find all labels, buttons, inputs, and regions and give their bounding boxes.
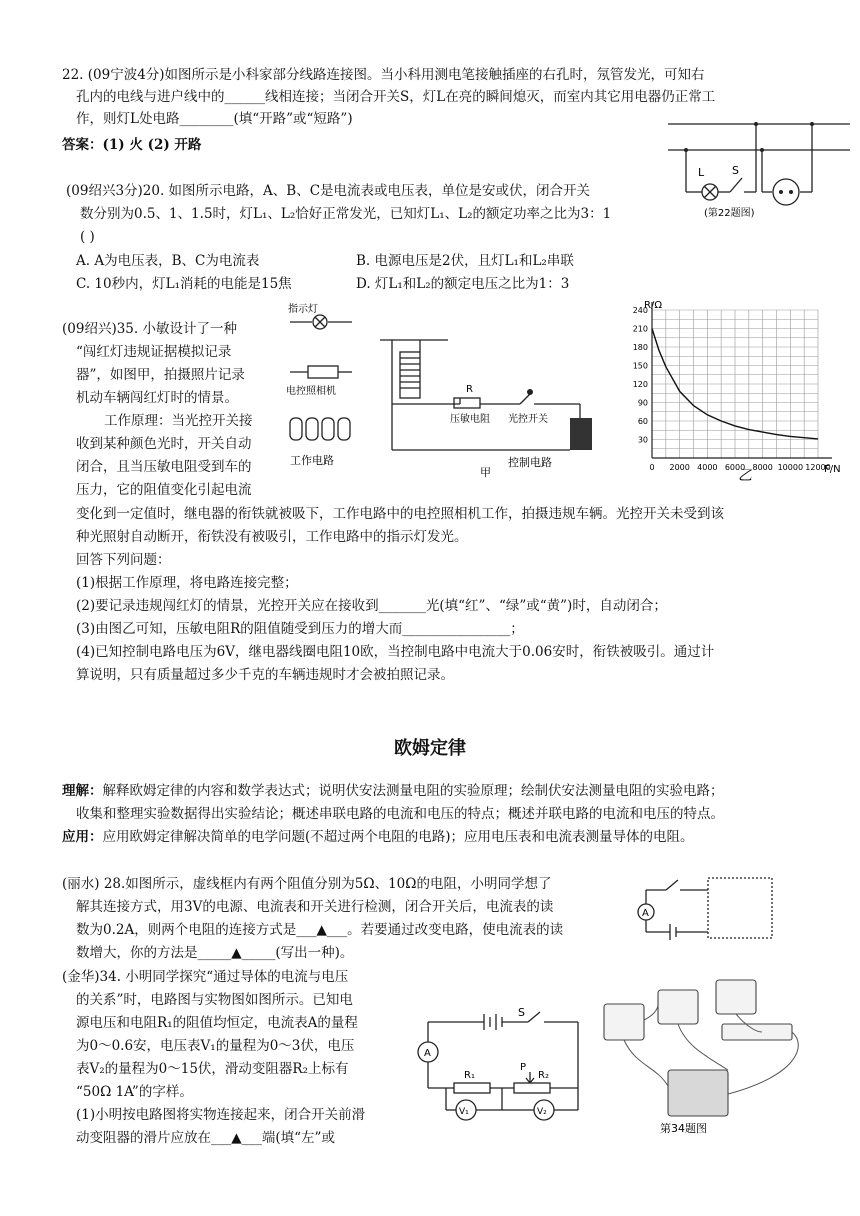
understand-line2: 收集和整理实验数据得出实验结论；概述串联电路的电流和电压的特点；概述并联电路的电流和电压的特点。 — [76, 806, 724, 822]
jia-piezo-label: 压敏电阻 — [450, 414, 490, 425]
chart-ylabel: R/Ω — [644, 300, 662, 311]
q34-line8: 动变阻器的滑片应放在___▲___端(填“左”或 — [76, 1130, 335, 1146]
q35-line1: (09绍兴)35. 小敏设计了一种 — [62, 321, 237, 337]
q34-fig-s: S — [518, 1006, 525, 1019]
q28-figure — [630, 872, 780, 942]
q34-line7: (1)小明按电路图将实物连接起来，闭合开关前滑 — [76, 1107, 366, 1123]
chart-y-tick-label: 90 — [637, 398, 648, 408]
q35-line2: “闯红灯违规证据模拟记录 — [76, 344, 232, 360]
q20-option-c: C. 10秒内，灯L₁消耗的电能是15焦 — [76, 276, 292, 292]
q35-line5: 工作原理：当光控开关接 — [104, 413, 253, 429]
q28-fig-ammeter: A — [642, 908, 649, 919]
chart-x-tick-label: 10000 — [777, 463, 804, 472]
q34-circuit — [410, 1000, 590, 1130]
chart-y-tick-label: 210 — [632, 324, 648, 334]
q35-sub1: (1)根据工作原理，将电路连接完整； — [76, 575, 298, 591]
chart-y-tick-label: 240 — [632, 306, 648, 315]
q28-line1: (丽水) 28.如图所示，虚线框内有两个阻值分别为5Ω、10Ω的电阻，小明同学想了 — [62, 876, 552, 892]
q28-line3: 数为0.2A，则两个电阻的连接方式是___▲___。若要通过改变电路，使电流表的读 — [76, 922, 564, 938]
q22-line3: 作，则灯L处电路________(填“开路”或“短路”) — [76, 111, 353, 127]
q34-fig-r2: R₂ — [538, 1070, 549, 1081]
q20-line1: (09绍兴3分)20. 如图所示电路，A、B、C是电流表或电压表，单位是安或伏，闭合开关 — [66, 183, 591, 199]
q22-answer: 答案：(1) 火 (2) 开路 — [62, 137, 202, 153]
chart-y-tick-label: 120 — [632, 380, 648, 389]
q34-line2: 的关系”时，电路图与实物图如图所示。已知电 — [76, 992, 353, 1008]
jia-work-circuit-label: 工作电路 — [290, 454, 334, 467]
q35-line6: 收到某种颜色光时，开关自动 — [76, 436, 252, 452]
q34-fig-v2: V₂ — [537, 1107, 547, 1117]
chart-x-tick-label: 4000 — [697, 463, 718, 472]
chart-x-tick-label: 12000 — [805, 463, 831, 472]
q20-option-b: B. 电源电压是2伏，且灯L₁和L₂串联 — [356, 253, 574, 269]
q34-fig-a: A — [424, 1048, 431, 1059]
q34-line4: 为0～0.6安，电压表V₁的量程为0～3伏，电压 — [76, 1038, 355, 1054]
q28-line4: 数增大，你的方法是_____▲_____(写出一种)。 — [76, 945, 354, 961]
chart-x-tick-label: 2000 — [669, 463, 690, 472]
q35-sub3: (3)由图乙可知，压敏电阻R的阻值随受到压力的增大而________________； — [76, 621, 524, 637]
chart-y-tick-label: 60 — [637, 417, 648, 426]
chart-caption: 乙 — [738, 468, 752, 484]
q34-fig-caption: 第34题图 — [660, 1122, 707, 1135]
q34-fig-v1: V₁ — [459, 1107, 469, 1117]
q34-line1: (金华)34. 小明同学探究“通过导体的电流与电压 — [62, 969, 349, 985]
chart-y-tick-label: 180 — [632, 343, 648, 352]
q35-line9: 变化到一定值时，继电器的衔铁就被吸下，工作电路中的电控照相机工作，拍摄违规车辆。光控开关未受到该 — [76, 506, 724, 522]
chart-x-tick-label: 6000 — [724, 463, 746, 472]
jia-indicator-label: 指示灯 — [288, 304, 318, 315]
q20-line2: 数分别为0.5、1、1.5时，灯L₁、L₂恰好正常发光，已知灯L₁、L₂的额定功率之比为3：1 — [80, 206, 612, 222]
jia-light-switch-label: 光控开关 — [508, 414, 548, 425]
q35-figure-jia — [280, 300, 620, 480]
q34-fig-p: P — [520, 1062, 527, 1073]
q34-fig-r1: R₁ — [464, 1070, 475, 1081]
q20-line3: ( ) — [80, 229, 95, 245]
q35-line10: 种光照射自动断开，衔铁没有被吸引，工作电路中的指示灯发光。 — [76, 529, 468, 545]
chart-x-tick-label: 0 — [649, 463, 655, 472]
jia-camera-label: 电控照相机 — [286, 386, 336, 397]
q28-line2: 解其连接方式，用3V的电源、电流表和开关进行检测，闭合开关后，电流表的读 — [76, 899, 554, 915]
understand-line1 — [62, 780, 724, 802]
q22-line2: 孔内的电线与进户线中的______线相连接；当闭合开关S，灯L在亮的瞬间熄灭，而室内其它用电器仍正常工 — [76, 89, 716, 105]
q34-photo — [596, 976, 826, 1136]
apply-text: 应用欧姆定律解决简单的电学问题(不超过两个电阻的电路)；应用电压表和电流表测量导体的电阻。 — [102, 829, 694, 845]
q34-line5: 表V₂的量程为0～15伏，滑动变阻器R₂上标有 — [76, 1061, 349, 1077]
q35-line7: 闭合，且当压敏电阻受到车的 — [76, 459, 252, 475]
q22-fig-caption: (第22题图) — [704, 208, 755, 219]
q34-line3: 源电压和电阻R₁的阻值均恒定，电流表A的量程 — [76, 1015, 358, 1031]
q34-line6: “50Ω 1A”的字样。 — [76, 1084, 193, 1100]
q35-sub4b: 算说明，只有质量超过多少千克的车辆违规时才会被拍照记录。 — [76, 667, 454, 683]
jia-r-label: R — [466, 384, 473, 395]
q35-line3: 器”，如图甲，拍摄照片记录 — [76, 367, 245, 383]
q22-figure — [664, 112, 854, 224]
q20-option-d: D. 灯L₁和L₂的额定电压之比为1：3 — [356, 276, 570, 292]
q22-line1: 22. (09宁波4分)如图所示是小科家部分线路连接图。当小科用测电笔接触插座的右孔时，氖管发光，可知右 — [62, 67, 705, 83]
q35-line4: 机动车辆闯红灯时的情景。 — [76, 390, 238, 406]
apply-label: 应用： — [62, 829, 103, 845]
q22-fig-l: L — [698, 166, 705, 179]
chart-y-tick-label: 150 — [632, 361, 648, 371]
jia-control-circuit-label: 控制电路 — [508, 456, 552, 469]
q35-line11: 回答下列问题： — [76, 552, 171, 568]
understand-text1: 解释欧姆定律的内容和数学表达式；说明伏安法测量电阻的实验原理；绘制伏安法测量电阻的实验电路； — [102, 783, 724, 799]
q20-option-a: A. A为电压表，B、C为电流表 — [76, 253, 260, 269]
section-title: 欧姆定律 — [394, 738, 466, 759]
apply-line — [62, 826, 694, 848]
q35-sub2: (2)要记录违规闯红灯的情景，光控开关应在接收到_______光(填“红”、“绿”或“黄”)时，自动闭合； — [76, 598, 667, 614]
q35-sub4a: (4)已知控制电路电压为6V，继电器线圈电阻10欧，当控制电路中电流大于0.06安时，衔铁被吸引。通过计 — [76, 644, 715, 660]
q35-line8: 压力，它的阻值变化引起电流 — [76, 482, 252, 498]
chart-x-tick-label: 8000 — [752, 463, 773, 472]
chart-xlabel: F/N — [824, 464, 841, 475]
jia-caption: 甲 — [480, 466, 491, 479]
q35-chart-yi — [620, 296, 850, 486]
chart-y-tick-label: 30 — [637, 435, 648, 445]
q22-fig-s: S — [732, 164, 739, 177]
understand-label: 理解： — [62, 783, 103, 799]
